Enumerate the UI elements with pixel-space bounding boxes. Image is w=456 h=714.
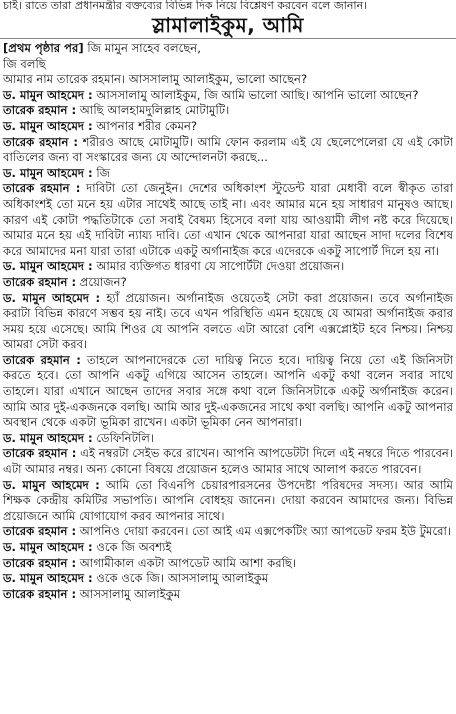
speaker-name: ড. মামুন আহমেদ : [3, 118, 93, 133]
dialogue-text: আসসালামু আলাইকুম [79, 586, 181, 601]
dialogue-line [3, 135, 453, 166]
previous-article-tail: চাই। রাতে তারা প্রধানমন্ত্রীর বক্তব্যের বিভিন্ন দিক নিয়ে বিশ্লেষণ করবেন বলে জানান। [3, 0, 368, 12]
dialogue-line [3, 587, 453, 603]
divider [0, 38, 456, 39]
dialogue-line [3, 431, 453, 447]
speaker-name: তারেক রহমান : [3, 103, 77, 118]
speaker-name: তারেক রহমান : [3, 274, 77, 289]
article-body [3, 41, 453, 602]
dialogue-text: আছি আলহামদুলিল্লাহ মোটামুটি। [79, 103, 230, 118]
dialogue-text: প্রয়োজন? [79, 274, 127, 289]
dialogue-text: আমার ব্যক্তিগত ধারণা যে সাপোর্টটা দেওয়া প্রয়োজন। [96, 259, 345, 274]
dialogue-text: ওকে জি অবশ্যই [96, 540, 172, 554]
dialogue-text: ওকে ওকে জি। আসসালামু আলাইকুম [96, 571, 269, 586]
dialogue-line [3, 119, 453, 135]
dialogue-line [3, 181, 453, 259]
dialogue-text: দাবিটা তো জেনুইন। দেশের অধিকাংশ স্টুডেন্ট যারা মেধাবী বলে স্বীকৃত তারা অধিকাংশই তো মনে হয় এটার সাথেই আছে তাই না। এবং আমার মনে হয় সাধারণ মানুষও আছে। কারণ এই কোটা পদ্ধতিটাকে তো সবাই বৈষম্য হিসেবে বলা যায় আওয়ামী লীগ নষ্ট করে দিয়েছে। আমার মনে হয় এই দাবিটা ন্যায্য দাবি। তো এখান থেকে আপনারা যারা আছেন সাদা দলের বিশেষ করে আমাদের মনা যারা তারা এটাকে একটু অর্গানাইজ করে এদেরকে একটু সাপোর্ট দিলে হয় না। [3, 181, 454, 258]
dialogue-line [3, 259, 453, 275]
dialogue-line [3, 571, 453, 587]
headline: স্লামালাইকুম, আমি [152, 13, 304, 37]
dialogue-text: আমি তো বিএনপি চেয়ারপারসনের উপদেষ্টা পরিষদের সদস্য। আর আমি শিক্ষক কেন্দ্রীয় কমিটির সভাপতি। আপনি বোধহয় জানেন। দোয়া করবেন আমাদের জন্য। বিভিন্ন প্রয়োজনে আমি যোগাযোগ করব আপনার সাথে। [3, 477, 453, 523]
dialogue-line [3, 275, 453, 291]
continuation-marker: [প্রথম পৃষ্ঠার পর] [3, 41, 84, 55]
dialogue-line [3, 166, 453, 182]
dialogue-line [3, 103, 453, 119]
speaker-name: ড. মামুন আহমেদ : [3, 87, 93, 102]
speaker-name: তারেক রহমান : [3, 524, 77, 539]
dialogue-line [3, 540, 453, 556]
speaker-name: ড. মামুন আহমেদ : [3, 290, 101, 305]
dialogue-text: এই নম্বরটা সেইভ করে রাখেন। আপনি আপডেটটা দিলে এই নম্বরে দিতে পারবেন। এটা আমার নম্বর। অন্য কোনো বিষয়ে প্রয়োজন হলেও আমার সাথে আলাপ করতে পারবেন। [3, 446, 454, 477]
speaker-name: ড. মামুন আহমেদ : [3, 259, 93, 274]
speaker-name: ড. মামুন আহমেদ : [3, 477, 100, 492]
dialogue-line [3, 446, 453, 477]
speaker-name: তারেক রহমান : [3, 181, 81, 196]
speaker-name: ড. মামুন আহমেদ : [3, 571, 93, 586]
dialogue-line [3, 478, 453, 525]
dialogue-line [3, 57, 453, 73]
speaker-name: তারেক রহমান : [3, 352, 81, 367]
dialogue-line [3, 88, 453, 104]
dialogue-text: আগামীকাল একটা আপডেট আমি আশা করছি। [79, 555, 297, 570]
speaker-name: ড. মামুন আহমেদ : [3, 540, 93, 554]
dialogue-text: জি মামুন সাহেব বলছেন, [87, 41, 201, 55]
dialogue-text: আপনিও দোয়া করবেন। তো আই এম এক্সপেকটিং অ্যা আপডেট ফরম ইউ টুমরো। [79, 524, 452, 539]
dialogue-line [3, 72, 453, 88]
dialogue-text: তাহলে আপনাদেরকে তো দায়িত্ব নিতে হবে। দায়িত্ব নিয়ে তো এই জিনিসটা করতে হবে। তো আপনি একটু এগিয়ে আসেন তাহলে। আপনি একটু কথা বলেন সবার সাথে তাহলে। যারা এখানে আছেন তাদের সবার সঙ্গে কথা বলে জিনিসটাকে একটু অর্গানাইজ করেন। আমি আর দুই-একজনকে বলছি। আমি আর দুই-একজনের সাথে কথা বলছি। আপনি একটু আপনার অবস্থান থেকে একটা ভূমিকা রাখেন। একটা ভূমিকা নেন আপনারা। [3, 352, 454, 430]
dialogue-text: আসসালামু আলাইকুম, জি আমি ভালো আছি। আপনি ভালো আছেন? [96, 87, 419, 102]
speaker-name: ড. মামুন আহমেদ : [3, 165, 93, 180]
speaker-name: তারেক রহমান : [3, 555, 77, 570]
first-line [3, 41, 453, 57]
dialogue-text: ডেফিনিটলি। [96, 430, 155, 445]
dialogue-text: জি [96, 165, 111, 180]
dialogue-text: হ্যাঁ প্রয়োজন। অর্গানাইজ ওয়েতেই সেটা করা প্রয়োজন। তবে অর্গানাইজ করাটা বিভিন্ন কারণে সম্ভব হয় নাই। তবে এখন পরিস্থিতি এমন হয়েছে যে আমরা অর্গানাইজ করার সময় হয়ে এসেছে। আমি শিওর যে আপনি বলতে এটা আরো বেশি এক্সপ্লোইট হবে নিশ্চয়। নিশ্চয় আমরা সেটা করব। [3, 290, 453, 352]
speaker-name: ড. মামুন আহমেদ : [3, 430, 93, 445]
dialogue-text: জি বলছি [3, 56, 46, 71]
speaker-name: তারেক রহমান : [3, 446, 77, 461]
dialogue-text: আপনার শরীর কেমন? [96, 118, 198, 133]
speaker-name: তারেক রহমান : [3, 586, 77, 601]
speaker-name: তারেক রহমান : [3, 134, 78, 149]
dialogue-line [3, 556, 453, 572]
dialogue-text: শরীরও আছে মোটামুটি। আমি ফোন করলাম এই যে ছেলেপেলেরা যে এই কোটা বাতিলের জন্য বা সংস্কারের জন্য যে আন্দোলনটা করছে... [3, 134, 453, 165]
dialogue-line [3, 353, 453, 431]
dialogue-line [3, 524, 453, 540]
dialogue-text: আমার নাম তারেক রহমান। আসসালামু আলাইকুম, ভালো আছেন? [3, 72, 308, 87]
dialogue-line [3, 291, 453, 353]
